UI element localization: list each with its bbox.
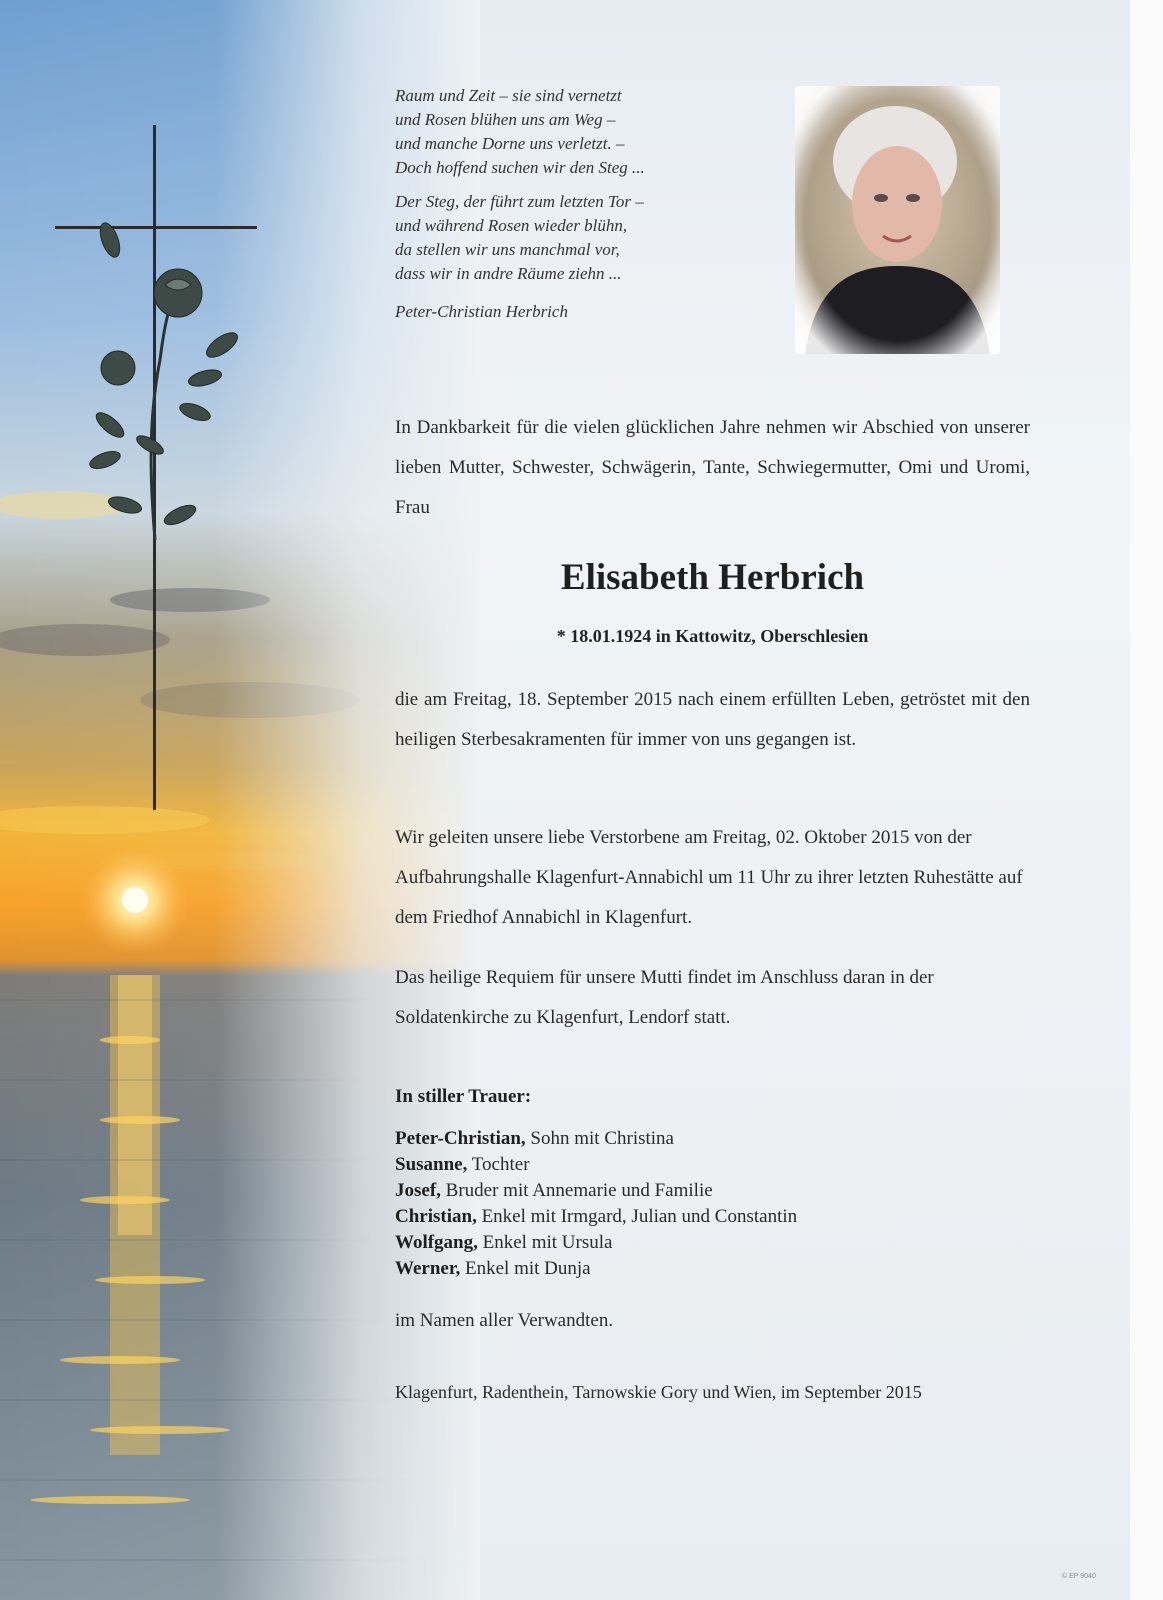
mourner-relation: Tochter: [471, 1154, 530, 1175]
poem-line: Raum und Zeit – sie sind vernetzt: [395, 86, 622, 105]
mourners-list: [395, 1126, 1035, 1282]
poem-line: und während Rosen wieder blühn,: [395, 216, 628, 235]
mourner-relation: Bruder mit Annemarie und Familie: [445, 1180, 713, 1201]
portrait-photo: [795, 86, 1000, 354]
poem-line: Doch hoffend suchen wir den Steg ...: [395, 158, 645, 177]
mourner-name: Susanne,: [395, 1154, 468, 1175]
closing-line: im Namen aller Verwandten.: [395, 1310, 614, 1331]
poem-stanza-1: [395, 84, 765, 180]
mourner-name: Christian,: [395, 1206, 477, 1227]
poem-line: da stellen wir uns manchmal vor,: [395, 240, 620, 259]
mourner-relation: Enkel mit Dunja: [465, 1258, 591, 1279]
death-paragraph: die am Freitag, 18. September 2015 nach einem erfüllten Leben, getröstet mit den heiligen Sterbesakramenten für immer von uns gegangen ist.: [395, 689, 1030, 750]
mourner-entry: [395, 1178, 1035, 1204]
mourner-name: Josef,: [395, 1180, 441, 1201]
mourner-name: Wolfgang,: [395, 1232, 478, 1253]
poem: [395, 84, 765, 324]
mourner-entry: [395, 1204, 1035, 1230]
deceased-name: Elisabeth Herbrich: [560, 557, 865, 598]
poem-line: Der Steg, der führt zum letzten Tor –: [395, 192, 644, 211]
poem-line: und Rosen blühen uns am Weg –: [395, 110, 616, 129]
poem-stanza-2: [395, 190, 765, 286]
poem-author: Peter-Christian Herbrich: [395, 302, 568, 321]
mourner-relation: Enkel mit Ursula: [482, 1232, 613, 1253]
mourner-entry: [395, 1126, 1035, 1152]
mourner-relation: Sohn mit Christina: [530, 1128, 674, 1149]
mourner-relation: Enkel mit Irmgard, Julian und Constantin: [481, 1206, 798, 1227]
print-code: © EP 9040: [1062, 1573, 1096, 1580]
funeral-paragraph: Wir geleiten unsere liebe Verstorbene am Freitag, 02. Oktober 2015 von der Aufbahrungshalle Klagenfurt-Annabichl um 11 Uhr zu ihrer letzten Ruhestätte auf dem Friedhof Annabichl in Klagenfurt.: [395, 827, 1023, 928]
mourner-entry: [395, 1152, 1035, 1178]
intro-paragraph: In Dankbarkeit für die vielen glücklichen Jahre nehmen wir Abschied von unserer lieben Mutter, Schwester, Schwägerin, Tante, Schwiegermutter, Omi und Uromi, Frau: [395, 417, 1030, 518]
mourners-heading: In stiller Trauer:: [395, 1086, 532, 1107]
mourner-name: Peter-Christian,: [395, 1128, 526, 1149]
mourner-entry: [395, 1230, 1035, 1256]
birth-line: * 18.01.1924 in Kattowitz, Oberschlesien: [556, 626, 869, 646]
place-date-line: Klagenfurt, Radenthein, Tarnowskie Gory und Wien, im September 2015: [395, 1382, 922, 1402]
poem-line: dass wir in andre Räume ziehn ...: [395, 264, 622, 283]
poem-line: und manche Dorne uns verletzt. –: [395, 134, 625, 153]
mourner-name: Werner,: [395, 1258, 461, 1279]
requiem-paragraph: Das heilige Requiem für unsere Mutti findet im Anschluss daran in der Soldatenkirche zu Klagenfurt, Lendorf statt.: [395, 967, 934, 1028]
mourner-entry: [395, 1256, 1035, 1282]
page-edge: [1130, 0, 1163, 1600]
